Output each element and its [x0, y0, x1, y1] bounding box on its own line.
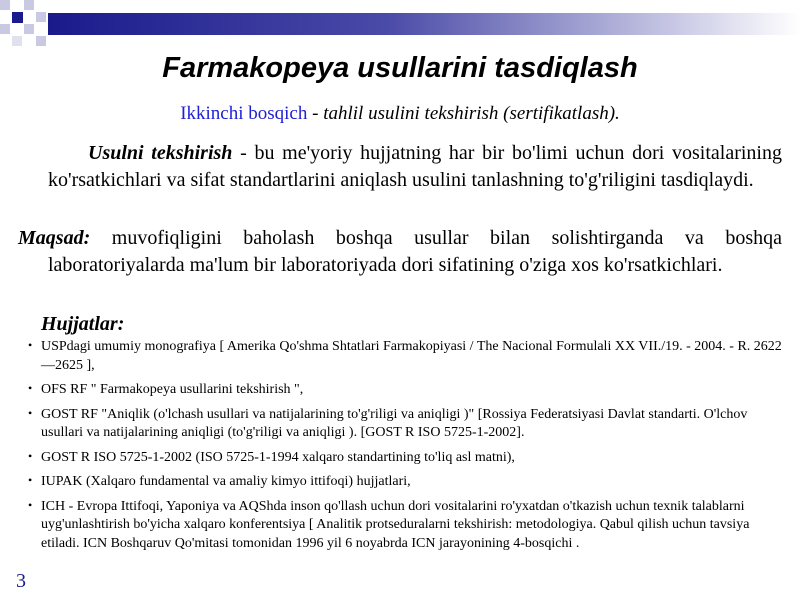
- slide-title: Farmakopeya usullarini tasdiqlash: [162, 52, 638, 84]
- method-verification-paragraph: [48, 140, 782, 193]
- paragraph2-text: muvofiqligini baholash boshqa usullar bilan solishtirganda va boshqa laboratoriyalarda ma'lum bir laboratoriyada dori sifatining o'ziga xos ko'rsatkichlari.: [48, 227, 782, 276]
- page-number: 3: [16, 570, 26, 592]
- list-item: [22, 381, 790, 400]
- documents-list: [22, 338, 790, 559]
- list-item: [22, 473, 790, 492]
- bullet-icon: •: [28, 381, 33, 395]
- bullet-icon: •: [28, 473, 33, 487]
- list-item-text: IUPAK (Xalqaro fundamental va amaliy kimyo ittifoqi) hujjatlari,: [41, 474, 411, 489]
- subtitle-rest: - tahlil usulini tekshirish (sertifikatlash).: [307, 103, 620, 124]
- list-item-text: USPdagi umumiy monografiya [ Amerika Qo'shma Shtatlari Farmakopiyasi / The Nacional Formulali XX VII./19. - 2004. - R. 2622—2625 ],: [41, 339, 782, 373]
- bullet-icon: •: [28, 448, 33, 463]
- bullet-icon: •: [28, 338, 33, 352]
- bullet-icon: •: [28, 405, 33, 420]
- header-banner: [48, 13, 800, 35]
- subtitle-highlight: Ikkinchi bosqich: [180, 103, 308, 124]
- list-item-text: GOST R ISO 5725-1-2002 (ISO 5725-1-1994 xalqaro standartining to'liq asl matni),: [41, 449, 515, 465]
- list-item: [22, 498, 790, 554]
- header-decoration: [0, 0, 800, 50]
- paragraph1-term: Usulni tekshirish: [88, 142, 233, 164]
- list-item: [22, 449, 790, 468]
- list-item-text: GOST RF "Aniqlik (o'lchash usullari va natijalarining to'g'riligi va aniqligi )" [Rossiya Federatsiyasi Davlat standarti. O'lchov usullari va natijalarining aniqligi (to'g'riligi va aniqligi ). [GOST R ISO 5725-1-2002].: [41, 406, 748, 440]
- list-item: [22, 406, 790, 443]
- goal-paragraph: [18, 225, 782, 278]
- documents-heading: Hujjatlar:: [41, 313, 125, 335]
- paragraph1-text: - bu me'yoriy hujjatning har bir bo'limi uchun dori vositalarining ko'rsatkichlari va sifat standartlarini aniqlash usulini tanlashning to'g'riligini tasdiqlaydi.: [48, 142, 782, 191]
- bullet-icon: •: [28, 497, 33, 512]
- list-item-text: ICH - Evropa Ittifoqi, Yaponiya va AQShda inson qo'llash uchun dori vositalarini ro'yxatdan o'tkazish uchun texnik talablarni uyg'unlashtirish bo'yicha xalqaro konferentsiya [ Analitik protseduralarni tekshirish: metodologiya. Qabul qilish uchun tavsiya etiladi. ICN Boshqaruv Qo'mitasi tomonidan 1996 yil 6 noyabrda ICN jarayonining 4-bosqichi .: [41, 498, 750, 551]
- paragraph2-term: Maqsad:: [18, 227, 91, 249]
- slide-subtitle: [0, 101, 800, 127]
- corner-square-dark: [12, 12, 23, 23]
- list-item: [22, 338, 790, 375]
- list-item-text: OFS RF " Farmakopeya usullarini tekshirish ",: [41, 382, 304, 397]
